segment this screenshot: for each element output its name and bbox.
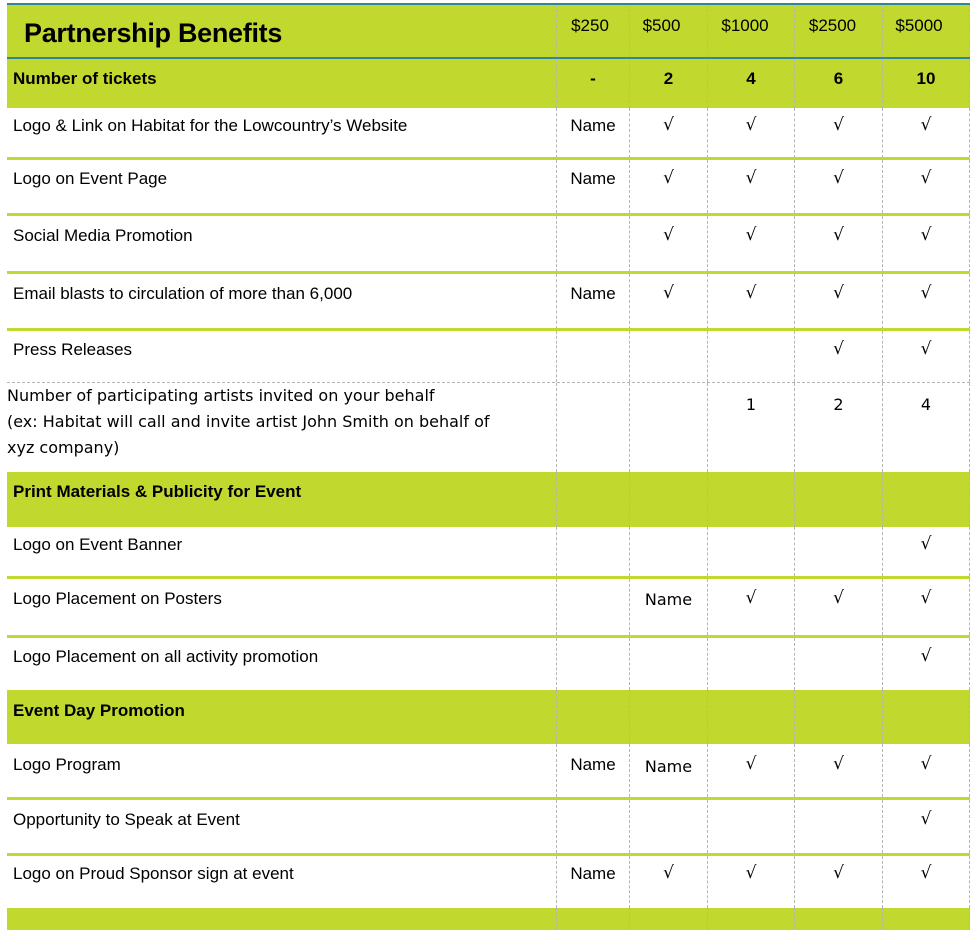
check-icon: √ bbox=[920, 863, 932, 883]
benefit-value: Name bbox=[644, 590, 693, 609]
check-icon: √ bbox=[920, 339, 932, 359]
artists-row bbox=[7, 383, 970, 472]
check-icon: √ bbox=[663, 168, 674, 188]
check-icon: √ bbox=[920, 588, 932, 608]
check-icon: √ bbox=[745, 168, 757, 188]
benefit-label: Logo Program bbox=[13, 755, 121, 774]
check-icon: √ bbox=[663, 115, 674, 135]
table-row bbox=[7, 160, 970, 213]
benefit-value: Name bbox=[570, 169, 616, 188]
check-icon: √ bbox=[663, 225, 674, 245]
check-icon: √ bbox=[745, 863, 757, 883]
benefit-label: Logo Placement on all activity promotion bbox=[13, 647, 319, 666]
tier-1000: $1000 bbox=[721, 16, 769, 35]
check-icon: √ bbox=[833, 115, 844, 135]
benefit-value: Name bbox=[570, 284, 616, 303]
top-rule bbox=[7, 3, 970, 5]
tickets-value: 10 bbox=[916, 69, 936, 88]
tickets-value: 4 bbox=[746, 69, 756, 88]
table-row bbox=[7, 744, 970, 797]
artists-value: 2 bbox=[833, 395, 844, 414]
check-icon: √ bbox=[833, 225, 844, 245]
check-icon: √ bbox=[920, 283, 932, 303]
check-icon: √ bbox=[920, 809, 932, 829]
check-icon: √ bbox=[833, 168, 844, 188]
check-icon: √ bbox=[833, 863, 844, 883]
benefit-label: Press Releases bbox=[13, 340, 133, 359]
benefit-value: Name bbox=[644, 757, 693, 776]
table-row bbox=[7, 108, 970, 158]
table-row bbox=[7, 800, 970, 853]
table-row bbox=[7, 856, 970, 908]
table-row bbox=[7, 638, 970, 690]
check-icon: √ bbox=[920, 225, 932, 245]
check-icon: √ bbox=[745, 225, 757, 245]
check-icon: √ bbox=[833, 588, 844, 608]
table-row bbox=[7, 216, 970, 272]
tier-5000: $5000 bbox=[895, 16, 943, 35]
benefit-label: Opportunity to Speak at Event bbox=[13, 810, 240, 829]
section-title: Event Day Promotion bbox=[13, 701, 185, 720]
tickets-row bbox=[7, 59, 970, 108]
tickets-value: - bbox=[590, 69, 596, 88]
tickets-value: 6 bbox=[833, 69, 844, 88]
table-row bbox=[7, 274, 970, 329]
benefit-label: Logo & Link on Habitat for the Lowcountry’s Website bbox=[13, 116, 408, 135]
check-icon: √ bbox=[745, 115, 757, 135]
benefit-label: Logo on Event Page bbox=[13, 169, 168, 188]
tier-250: $250 bbox=[571, 16, 609, 35]
check-icon: √ bbox=[663, 283, 674, 303]
tickets-label: Number of tickets bbox=[13, 69, 157, 88]
benefit-label: Logo on Event Banner bbox=[13, 535, 183, 554]
check-icon: √ bbox=[920, 115, 932, 135]
section-heading-print bbox=[7, 472, 970, 527]
benefit-label: Logo on Proud Sponsor sign at event bbox=[13, 864, 294, 883]
table-row bbox=[7, 331, 970, 383]
section-heading-event-day bbox=[7, 690, 970, 744]
tier-500: $500 bbox=[642, 16, 681, 35]
check-icon: √ bbox=[920, 168, 932, 188]
check-icon: √ bbox=[833, 339, 844, 359]
artists-value: 1 bbox=[745, 395, 757, 414]
check-icon: √ bbox=[745, 588, 757, 608]
benefit-label: Logo Placement on Posters bbox=[13, 589, 222, 608]
artists-label: Number of participating artists invited on your behalf (ex: Habitat will call and invite artist John Smith on behalf of xyz company) bbox=[7, 386, 490, 457]
benefit-value: Name bbox=[570, 864, 616, 883]
check-icon: √ bbox=[833, 754, 844, 774]
check-icon: √ bbox=[920, 754, 932, 774]
tickets-value: 2 bbox=[663, 69, 674, 88]
check-icon: √ bbox=[745, 754, 757, 774]
page-title: Partnership Benefits bbox=[24, 18, 283, 48]
table-row bbox=[7, 579, 970, 635]
benefit-value: Name bbox=[570, 116, 616, 135]
header-row bbox=[7, 4, 970, 58]
table-row bbox=[7, 527, 970, 576]
benefit-label: Social Media Promotion bbox=[13, 226, 193, 245]
artists-value: 4 bbox=[920, 395, 932, 414]
footer-bar bbox=[7, 908, 970, 930]
check-icon: √ bbox=[663, 863, 674, 883]
check-icon: √ bbox=[745, 283, 757, 303]
check-icon: √ bbox=[920, 646, 932, 666]
tier-2500: $2500 bbox=[808, 16, 857, 35]
benefit-value: Name bbox=[570, 755, 616, 774]
benefit-label: Email blasts to circulation of more than 6,000 bbox=[13, 284, 353, 303]
check-icon: √ bbox=[833, 283, 844, 303]
section-title: Print Materials & Publicity for Event bbox=[13, 482, 302, 501]
partnership-benefits-table bbox=[7, 0, 970, 930]
check-icon: √ bbox=[920, 534, 932, 554]
